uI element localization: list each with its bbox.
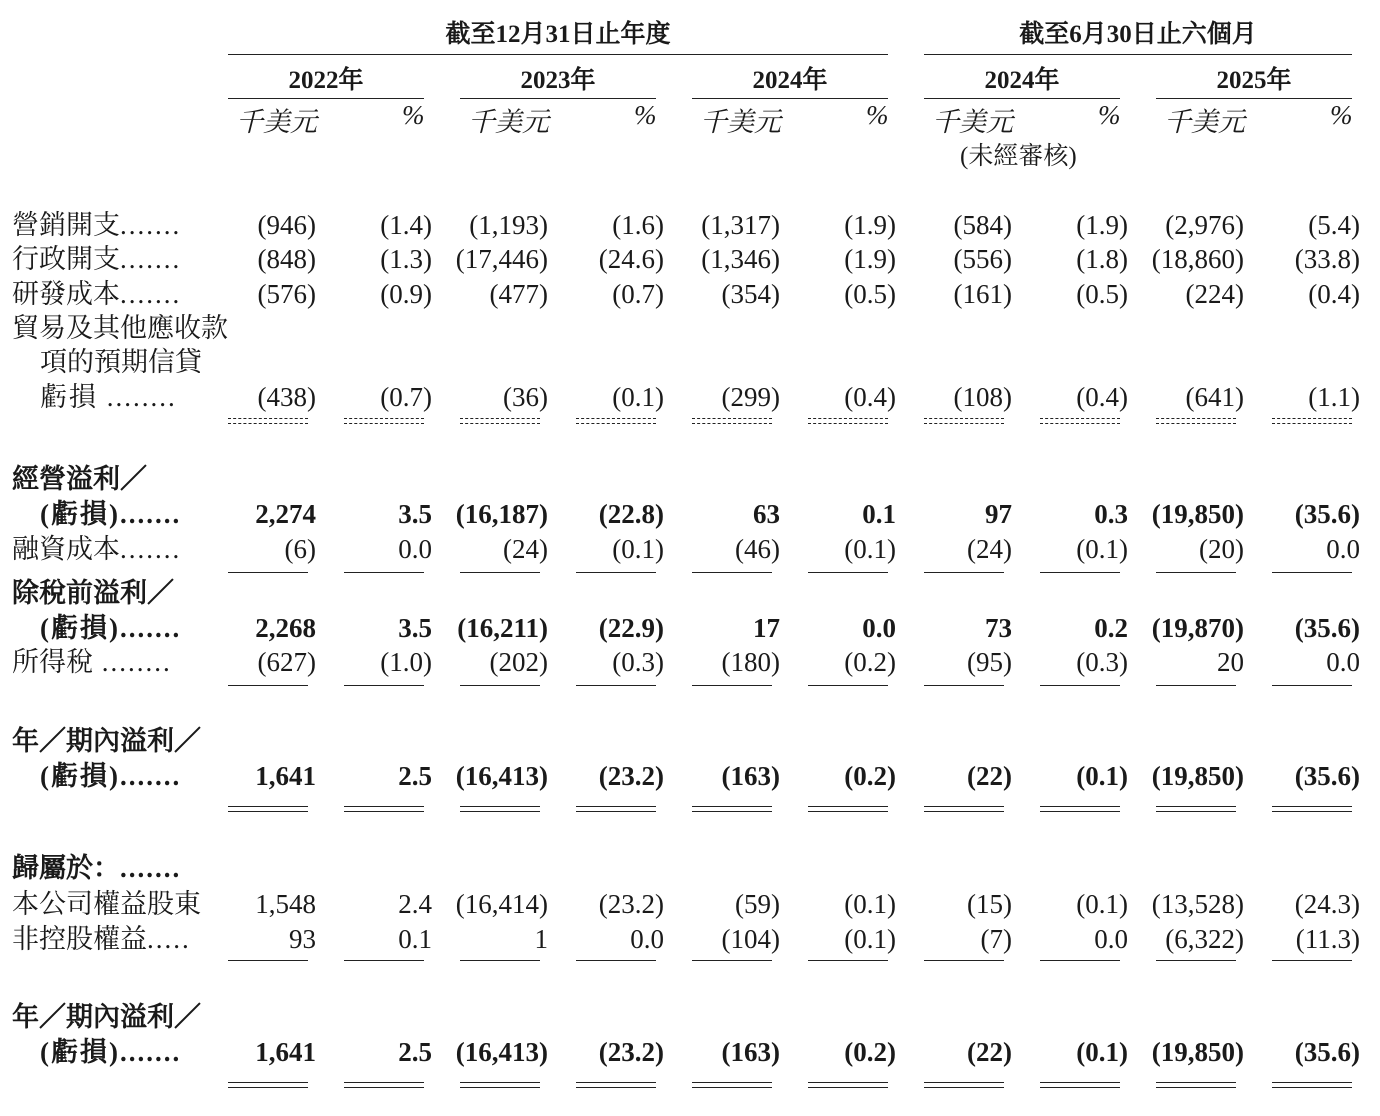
total-rule <box>1040 960 1120 961</box>
value-cell: 1 <box>534 924 548 954</box>
value-cell: (19,850) <box>1151 761 1244 791</box>
unit-amount: 千美元 <box>1164 107 1245 137</box>
value-cell: (6,322) <box>1165 924 1244 954</box>
value-cell: (1.4) <box>380 210 432 240</box>
unit-pct: % <box>866 100 889 130</box>
value-cell: (224) <box>1185 279 1244 309</box>
value-cell: (24) <box>503 534 548 564</box>
total-rule <box>692 572 772 573</box>
group-header-fiscal-year: 截至12月31日止年度 <box>445 21 671 48</box>
total-rule <box>1272 685 1352 686</box>
value-cell: (11.3) <box>1295 924 1360 954</box>
row-label-net-profit-total: 年／期內溢利／ <box>12 1002 201 1032</box>
value-cell: (354) <box>721 279 780 309</box>
value-cell: (19,870) <box>1151 613 1244 643</box>
value-cell: (0.3) <box>1076 647 1128 677</box>
value-cell: (13,528) <box>1151 889 1244 919</box>
row-label-ecl: 項的預期信貸 <box>40 347 202 377</box>
value-cell: (16,414) <box>455 889 548 919</box>
unit-amount: 千美元 <box>468 107 549 137</box>
unit-pct: % <box>402 100 425 130</box>
unit-amount: 千美元 <box>236 107 317 137</box>
row-label-operating-profit: (虧損)....... <box>40 499 182 529</box>
value-cell: (1.9) <box>1076 210 1128 240</box>
total-rule <box>1040 572 1120 573</box>
value-cell: (1.0) <box>380 647 432 677</box>
value-cell: (6) <box>284 534 316 564</box>
value-cell: (108) <box>953 382 1012 412</box>
value-cell: (35.6) <box>1294 761 1360 791</box>
total-rule <box>1156 572 1236 573</box>
row-label-rnd: 研發成本....... <box>12 279 182 309</box>
value-cell: (0.7) <box>380 382 432 412</box>
value-cell: (1.6) <box>612 210 664 240</box>
value-cell: 0.1 <box>862 499 896 529</box>
value-cell: (0.1) <box>612 534 664 564</box>
value-cell: 3.5 <box>398 613 432 643</box>
value-cell: (23.2) <box>598 889 664 919</box>
total-rule <box>576 685 656 686</box>
value-cell: (104) <box>721 924 780 954</box>
row-label-operating-profit: 經營溢利／ <box>12 464 147 494</box>
value-cell: 97 <box>985 499 1012 529</box>
value-cell: (1,346) <box>701 244 780 274</box>
value-cell: (20) <box>1199 534 1244 564</box>
total-rule <box>228 960 308 961</box>
total-rule <box>344 572 424 573</box>
year-header-2024-h1: 2024年 <box>984 67 1060 94</box>
total-rule <box>692 685 772 686</box>
value-cell: 93 <box>289 924 316 954</box>
value-cell: (641) <box>1185 382 1244 412</box>
value-cell: (1.9) <box>844 244 896 274</box>
value-cell: 0.0 <box>1326 647 1360 677</box>
value-cell: (24.3) <box>1294 889 1360 919</box>
value-cell: (35.6) <box>1294 499 1360 529</box>
row-label-pretax-profit: 除稅前溢利／ <box>12 578 174 608</box>
row-label-attributable: 歸屬於：....... <box>12 853 182 883</box>
value-cell: (0.5) <box>844 279 896 309</box>
value-cell: (477) <box>489 279 548 309</box>
value-cell: 0.0 <box>398 534 432 564</box>
row-label-income-tax: 所得稅 ........ <box>12 647 172 677</box>
value-cell: (0.1) <box>844 889 896 919</box>
value-cell: 0.0 <box>1094 924 1128 954</box>
year-rule <box>460 98 656 99</box>
value-cell: (17,446) <box>455 244 548 274</box>
value-cell: (1,193) <box>469 210 548 240</box>
value-cell: (2,976) <box>1165 210 1244 240</box>
value-cell: (1.8) <box>1076 244 1128 274</box>
value-cell: (24) <box>967 534 1012 564</box>
total-rule <box>460 685 540 686</box>
total-rule <box>228 685 308 686</box>
unit-amount: 千美元 <box>932 107 1013 137</box>
value-cell: (22.8) <box>598 499 664 529</box>
value-cell: (35.6) <box>1294 1037 1360 1067</box>
value-cell: (0.4) <box>844 382 896 412</box>
year-rule <box>228 98 424 99</box>
row-label-net-profit: (虧損)....... <box>40 761 182 791</box>
value-cell: (946) <box>257 210 316 240</box>
value-cell: (36) <box>503 382 548 412</box>
year-rule <box>692 98 888 99</box>
value-cell: (33.8) <box>1294 244 1360 274</box>
value-cell: (0.2) <box>844 761 896 791</box>
value-cell: 20 <box>1217 647 1244 677</box>
year-header-2024: 2024年 <box>752 67 828 94</box>
total-rule <box>576 960 656 961</box>
value-cell: 2,274 <box>255 499 316 529</box>
value-cell: (23.2) <box>598 761 664 791</box>
row-label-net-profit: 年／期內溢利／ <box>12 726 201 756</box>
year-rule <box>924 98 1120 99</box>
value-cell: 17 <box>753 613 780 643</box>
value-cell: (19,850) <box>1151 499 1244 529</box>
value-cell: (1,317) <box>701 210 780 240</box>
value-cell: (0.4) <box>1076 382 1128 412</box>
value-cell: (22) <box>967 1037 1012 1067</box>
total-rule <box>1156 960 1236 961</box>
value-cell: 1,641 <box>255 1037 316 1067</box>
value-cell: (23.2) <box>598 1037 664 1067</box>
value-cell: (0.9) <box>380 279 432 309</box>
value-cell: (0.1) <box>1076 534 1128 564</box>
value-cell: (5.4) <box>1308 210 1360 240</box>
row-label-net-profit-total: (虧損)....... <box>40 1037 182 1067</box>
row-label-finance-cost: 融資成本....... <box>12 534 182 564</box>
year-header-2025-h1: 2025年 <box>1216 67 1292 94</box>
value-cell: (22.9) <box>598 613 664 643</box>
value-cell: (556) <box>953 244 1012 274</box>
row-label-equity-holders: 本公司權益股東 <box>12 889 201 919</box>
value-cell: (16,211) <box>457 613 548 643</box>
group-header-six-months: 截至6月30日止六個月 <box>1019 21 1257 48</box>
total-rule <box>1272 572 1352 573</box>
row-label-ecl: 虧損 ........ <box>40 382 177 412</box>
value-cell: (59) <box>735 889 780 919</box>
value-cell: (438) <box>257 382 316 412</box>
value-cell: 0.0 <box>862 613 896 643</box>
value-cell: (0.1) <box>1076 1037 1128 1067</box>
total-rule <box>924 685 1004 686</box>
value-cell: 1,548 <box>255 889 316 919</box>
value-cell: (0.1) <box>612 382 664 412</box>
total-rule <box>924 960 1004 961</box>
value-cell: 0.3 <box>1094 499 1128 529</box>
row-label-ecl: 貿易及其他應收款 <box>12 313 228 343</box>
unaudited-note: (未經審核) <box>960 143 1077 170</box>
row-label-nci: 非控股權益..... <box>12 924 191 954</box>
value-cell: (848) <box>257 244 316 274</box>
value-cell: 2.5 <box>398 761 432 791</box>
total-rule <box>808 572 888 573</box>
value-cell: (0.2) <box>844 1037 896 1067</box>
value-cell: (16,413) <box>455 1037 548 1067</box>
value-cell: 1,641 <box>255 761 316 791</box>
value-cell: (15) <box>967 889 1012 919</box>
row-label-admin: 行政開支....... <box>12 244 182 274</box>
value-cell: 2.4 <box>398 889 432 919</box>
total-rule <box>228 572 308 573</box>
group-rule-fiscal-year <box>228 54 888 55</box>
value-cell: (18,860) <box>1151 244 1244 274</box>
total-rule <box>576 572 656 573</box>
value-cell: (202) <box>489 647 548 677</box>
total-rule <box>808 685 888 686</box>
value-cell: (627) <box>257 647 316 677</box>
total-rule <box>460 572 540 573</box>
value-cell: (0.3) <box>612 647 664 677</box>
value-cell: (95) <box>967 647 1012 677</box>
value-cell: (0.5) <box>1076 279 1128 309</box>
total-rule <box>460 960 540 961</box>
value-cell: (1.3) <box>380 244 432 274</box>
value-cell: 0.2 <box>1094 613 1128 643</box>
value-cell: (16,187) <box>455 499 548 529</box>
row-label-pretax-profit: (虧損)....... <box>40 613 182 643</box>
year-header-2022: 2022年 <box>288 67 364 94</box>
year-rule <box>1156 98 1352 99</box>
total-rule <box>924 572 1004 573</box>
value-cell: (0.4) <box>1308 279 1360 309</box>
value-cell: 0.0 <box>630 924 664 954</box>
value-cell: 2.5 <box>398 1037 432 1067</box>
value-cell: (0.1) <box>1076 761 1128 791</box>
value-cell: (576) <box>257 279 316 309</box>
unit-pct: % <box>1098 100 1121 130</box>
value-cell: (0.1) <box>844 534 896 564</box>
value-cell: 2,268 <box>255 613 316 643</box>
value-cell: (0.1) <box>844 924 896 954</box>
total-rule <box>808 960 888 961</box>
total-rule <box>1040 685 1120 686</box>
value-cell: 0.1 <box>398 924 432 954</box>
total-rule <box>692 960 772 961</box>
value-cell: (0.7) <box>612 279 664 309</box>
unit-amount: 千美元 <box>700 107 781 137</box>
value-cell: (161) <box>953 279 1012 309</box>
value-cell: (22) <box>967 761 1012 791</box>
value-cell: (163) <box>721 1037 780 1067</box>
value-cell: 0.0 <box>1326 534 1360 564</box>
value-cell: 63 <box>753 499 780 529</box>
value-cell: (24.6) <box>598 244 664 274</box>
value-cell: (1.9) <box>844 210 896 240</box>
total-rule <box>1272 960 1352 961</box>
year-header-2023: 2023年 <box>520 67 596 94</box>
group-rule-six-months <box>924 54 1352 55</box>
value-cell: (16,413) <box>455 761 548 791</box>
value-cell: (163) <box>721 761 780 791</box>
value-cell: (7) <box>980 924 1012 954</box>
total-rule <box>1156 685 1236 686</box>
value-cell: (180) <box>721 647 780 677</box>
row-label-marketing: 營銷開支....... <box>12 210 182 240</box>
value-cell: 3.5 <box>398 499 432 529</box>
value-cell: (0.2) <box>844 647 896 677</box>
unit-pct: % <box>634 100 657 130</box>
value-cell: (19,850) <box>1151 1037 1244 1067</box>
total-rule <box>344 685 424 686</box>
value-cell: 73 <box>985 613 1012 643</box>
value-cell: (299) <box>721 382 780 412</box>
unit-pct: % <box>1330 100 1353 130</box>
value-cell: (35.6) <box>1294 613 1360 643</box>
value-cell: (46) <box>735 534 780 564</box>
value-cell: (1.1) <box>1308 382 1360 412</box>
total-rule <box>344 960 424 961</box>
value-cell: (584) <box>953 210 1012 240</box>
value-cell: (0.1) <box>1076 889 1128 919</box>
